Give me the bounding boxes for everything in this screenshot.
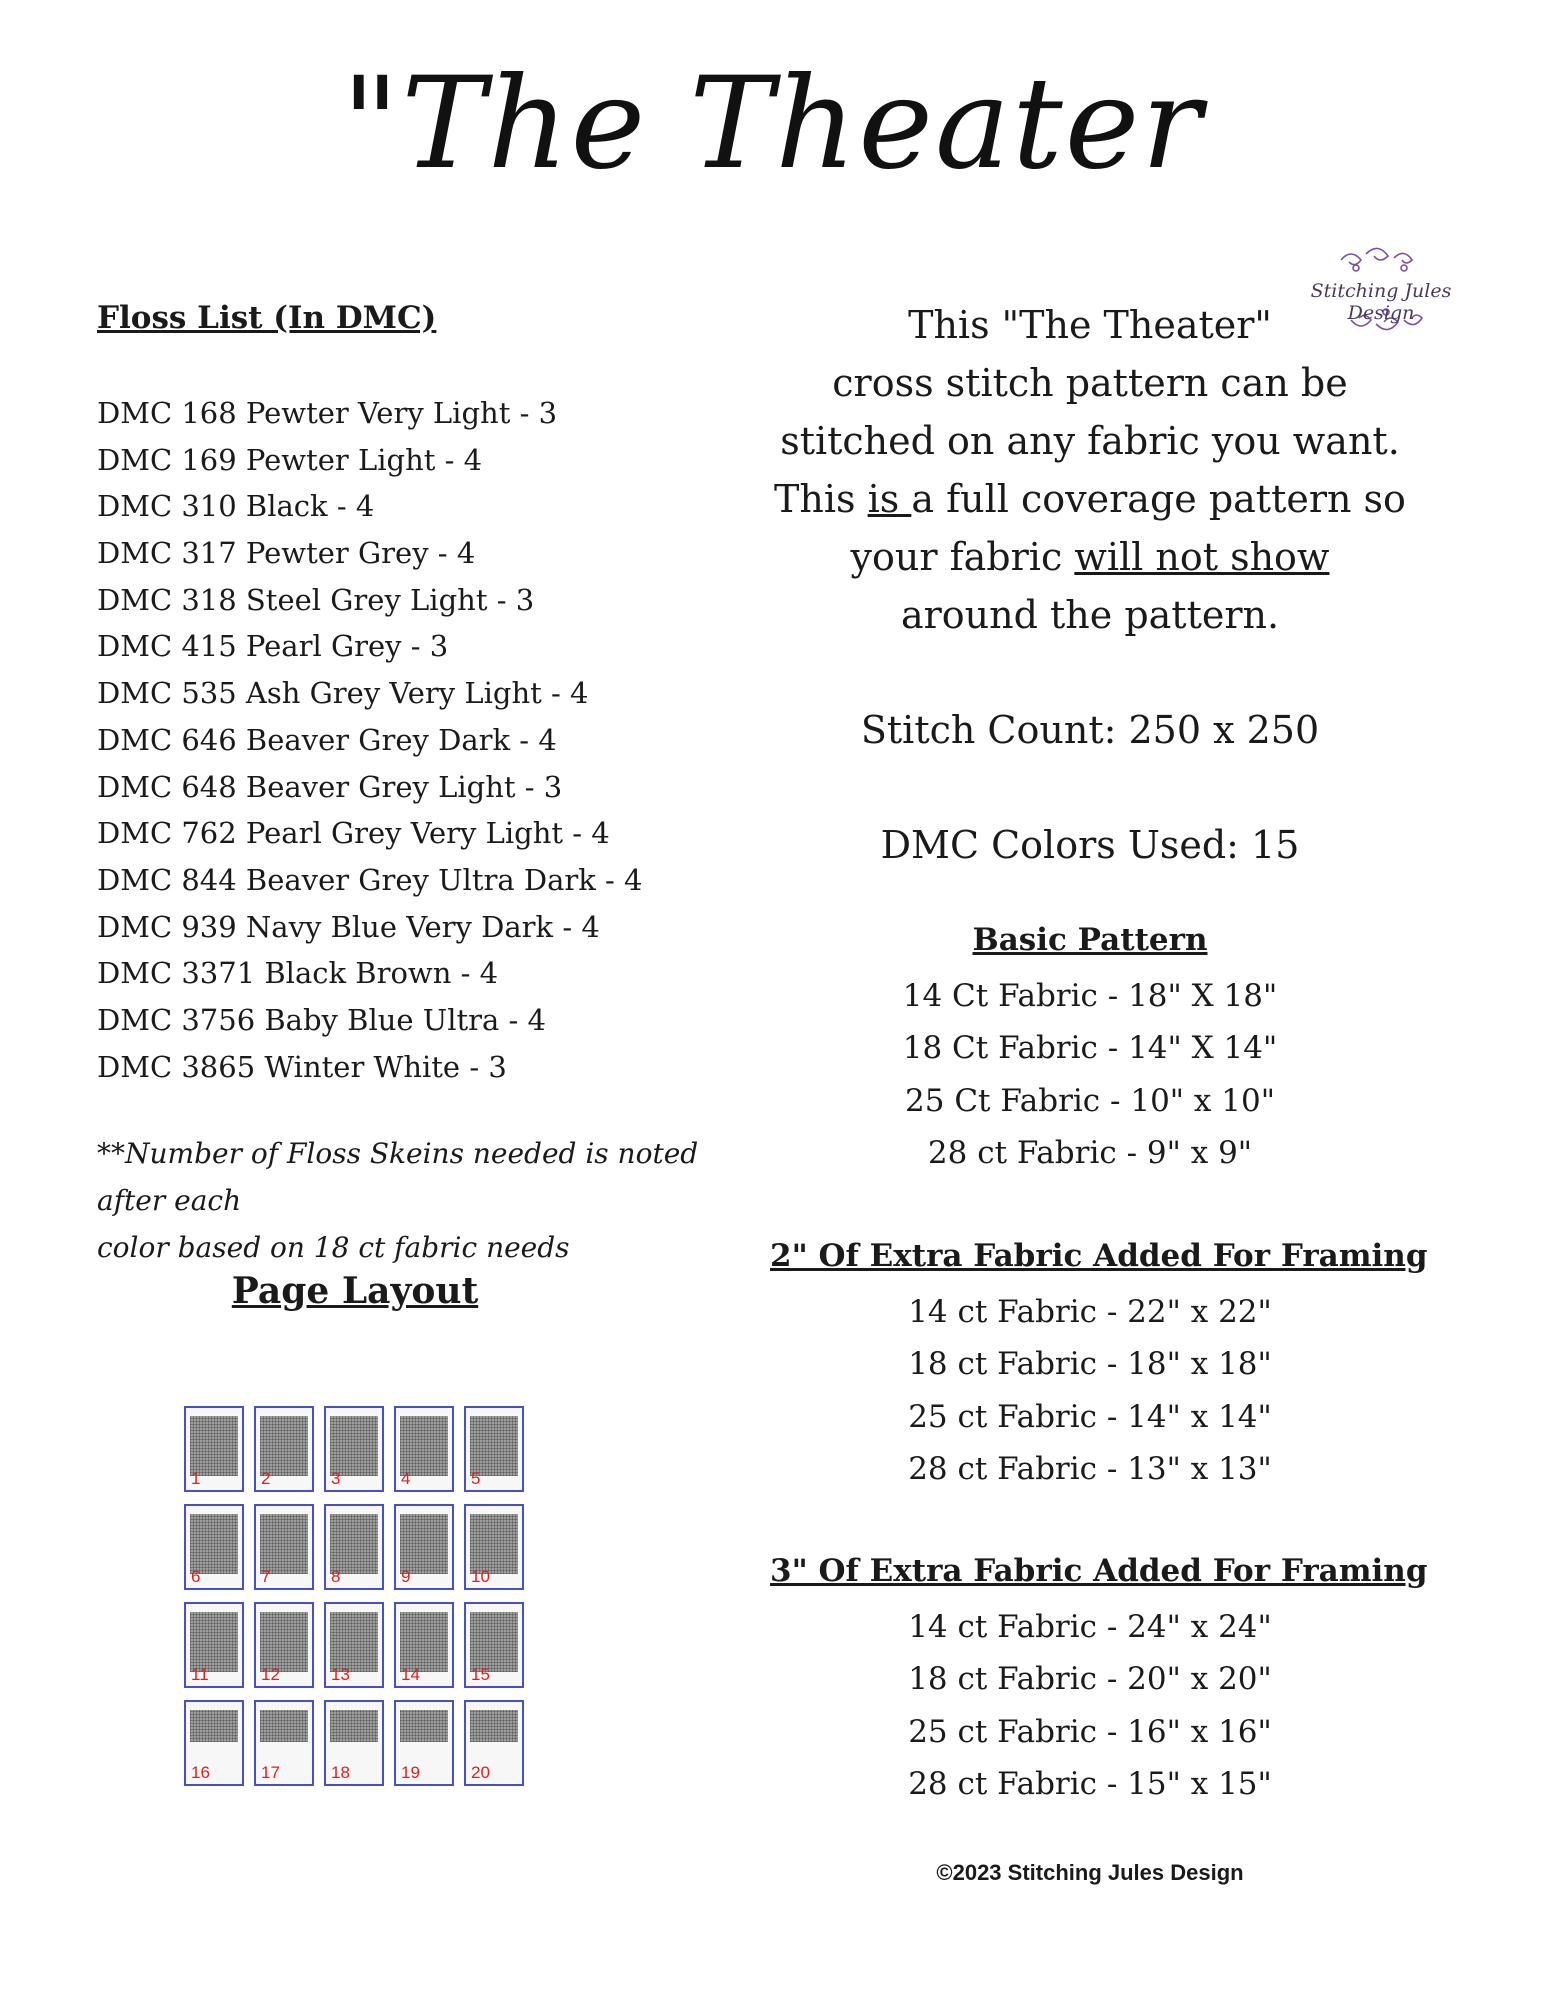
page-thumbnail bbox=[324, 1504, 384, 1590]
emphasis-text: is bbox=[867, 477, 912, 521]
page-thumbnail bbox=[394, 1602, 454, 1688]
list-item: 14 ct Fabric - 24" x 24" bbox=[908, 1609, 1272, 1645]
page-thumbnail bbox=[464, 1504, 524, 1590]
intro-line: cross stitch pattern can be bbox=[832, 361, 1348, 405]
page-number: 16 bbox=[191, 1763, 210, 1782]
page-thumbnail bbox=[394, 1504, 454, 1590]
pattern-preview bbox=[470, 1416, 518, 1476]
page-thumbnail bbox=[184, 1602, 244, 1688]
logo-text: Stitching Jules Design bbox=[1310, 280, 1452, 324]
pattern-preview bbox=[260, 1416, 308, 1476]
extra-3in-list bbox=[770, 1601, 1410, 1810]
page-number: 3 bbox=[331, 1469, 341, 1488]
list-item: 14 Ct Fabric - 18" X 18" bbox=[902, 978, 1278, 1014]
extra-2in-list bbox=[770, 1286, 1410, 1495]
list-item: DMC 535 Ash Grey Very Light - 4 bbox=[97, 676, 589, 711]
page-thumbnail bbox=[324, 1602, 384, 1688]
intro-line: This "The Theater" bbox=[908, 303, 1272, 347]
intro-text-part: your fabric bbox=[850, 535, 1075, 579]
list-item: DMC 3371 Black Brown - 4 bbox=[97, 956, 499, 991]
pattern-preview bbox=[400, 1514, 448, 1574]
extra-3in-heading: 3" Of Extra Fabric Added For Framing bbox=[770, 1553, 1428, 1589]
pattern-preview bbox=[190, 1710, 238, 1742]
page-thumbnail bbox=[184, 1700, 244, 1786]
page-thumbnail bbox=[254, 1602, 314, 1688]
list-item: DMC 762 Pearl Grey Very Light - 4 bbox=[97, 816, 610, 851]
pattern-preview bbox=[400, 1710, 448, 1742]
list-item: DMC 844 Beaver Grey Ultra Dark - 4 bbox=[97, 862, 643, 897]
intro-line: stitched on any fabric you want. bbox=[780, 419, 1400, 463]
list-item: DMC 317 Pewter Grey - 4 bbox=[97, 536, 476, 571]
pattern-preview bbox=[260, 1710, 308, 1742]
list-item: DMC 169 Pewter Light - 4 bbox=[97, 442, 483, 477]
page-thumbnail bbox=[464, 1602, 524, 1688]
copyright-footer: ©2023 Stitching Jules Design bbox=[936, 1860, 1244, 1885]
pattern-preview bbox=[330, 1416, 378, 1476]
list-item: DMC 646 Beaver Grey Dark - 4 bbox=[97, 722, 557, 757]
page-number: 10 bbox=[471, 1567, 490, 1586]
pattern-preview bbox=[470, 1514, 518, 1574]
list-item: 18 Ct Fabric - 14" X 14" bbox=[902, 1030, 1278, 1067]
page-number: 4 bbox=[401, 1469, 411, 1488]
list-item: 28 ct Fabric - 13" x 13" bbox=[908, 1450, 1272, 1487]
page-thumbnail bbox=[394, 1700, 454, 1786]
intro-text-part: a full coverage pattern so bbox=[911, 477, 1406, 521]
page-number: 20 bbox=[471, 1763, 490, 1782]
page-thumbnail bbox=[464, 1700, 524, 1786]
page-number: 11 bbox=[191, 1665, 209, 1684]
page-thumbnail bbox=[254, 1406, 314, 1492]
page-number: 6 bbox=[191, 1567, 201, 1586]
floss-list bbox=[97, 390, 643, 1090]
list-item: 25 ct Fabric - 16" x 16" bbox=[908, 1713, 1272, 1750]
list-item: 18 ct Fabric - 18" x 18" bbox=[908, 1346, 1272, 1383]
list-item: DMC 168 Pewter Very Light - 3 bbox=[97, 396, 558, 430]
stitch-count: Stitch Count: 250 x 250 bbox=[860, 708, 1320, 752]
pattern-preview bbox=[260, 1514, 308, 1574]
page-thumbnail bbox=[324, 1406, 384, 1492]
page-number: 14 bbox=[401, 1665, 420, 1684]
pattern-preview bbox=[470, 1710, 518, 1742]
pattern-preview bbox=[190, 1612, 238, 1672]
list-item: DMC 318 Steel Grey Light - 3 bbox=[97, 582, 535, 617]
pattern-preview bbox=[330, 1710, 378, 1742]
page-number: 18 bbox=[331, 1763, 350, 1782]
pattern-preview bbox=[400, 1416, 448, 1476]
page-number: 17 bbox=[261, 1763, 280, 1782]
list-item: 14 ct Fabric - 22" x 22" bbox=[908, 1294, 1272, 1330]
list-item: DMC 939 Navy Blue Very Dark - 4 bbox=[97, 909, 600, 944]
list-item: 18 ct Fabric - 20" x 20" bbox=[908, 1661, 1272, 1698]
pattern-preview bbox=[470, 1612, 518, 1672]
floss-list-heading: Floss List (In DMC) bbox=[97, 300, 437, 336]
pattern-preview bbox=[190, 1514, 238, 1574]
pattern-preview bbox=[330, 1612, 378, 1672]
extra-2in-heading: 2" Of Extra Fabric Added For Framing bbox=[770, 1238, 1428, 1274]
page-thumbnail bbox=[184, 1504, 244, 1590]
page-thumbnail bbox=[254, 1700, 314, 1786]
list-item: 28 ct Fabric - 15" x 15" bbox=[908, 1765, 1272, 1802]
emphasis-text: will not show bbox=[1074, 535, 1330, 579]
note-line: color based on 18 ct fabric needs bbox=[97, 1231, 570, 1264]
list-item: DMC 310 Black - 4 bbox=[97, 489, 375, 524]
page-layout-grid bbox=[184, 1406, 534, 1796]
list-item: 25 ct Fabric - 14" x 14" bbox=[908, 1398, 1272, 1435]
list-item: 28 ct Fabric - 9" x 9" bbox=[927, 1134, 1253, 1171]
page-number: 9 bbox=[401, 1567, 411, 1586]
intro-text-part: This bbox=[774, 477, 868, 521]
page-number: 7 bbox=[261, 1567, 271, 1586]
page-number: 2 bbox=[261, 1469, 271, 1488]
list-item: DMC 415 Pearl Grey - 3 bbox=[97, 629, 449, 664]
page-thumbnail bbox=[394, 1406, 454, 1492]
page-number: 5 bbox=[471, 1469, 481, 1488]
page-number: 1 bbox=[191, 1469, 201, 1488]
page-thumbnail bbox=[254, 1504, 314, 1590]
page-thumbnail bbox=[464, 1406, 524, 1492]
basic-pattern-heading: Basic Pattern bbox=[972, 922, 1208, 958]
intro-line: around the pattern. bbox=[900, 593, 1280, 637]
page-number: 19 bbox=[401, 1763, 420, 1782]
list-item: DMC 3756 Baby Blue Ultra - 4 bbox=[97, 1002, 546, 1037]
colors-used: DMC Colors Used: 15 bbox=[880, 823, 1300, 867]
note-line: **Number of Floss Skeins needed is noted after each bbox=[97, 1137, 699, 1217]
page-number: 15 bbox=[471, 1665, 490, 1684]
page-number: 12 bbox=[261, 1665, 280, 1684]
intro-line bbox=[770, 470, 1410, 528]
pattern-preview bbox=[330, 1514, 378, 1574]
page-title: "The Theater bbox=[341, 50, 1204, 197]
basic-pattern-list bbox=[770, 970, 1410, 1179]
list-item: 25 Ct Fabric - 10" x 10" bbox=[905, 1082, 1275, 1119]
list-item: DMC 3865 Winter White - 3 bbox=[97, 1049, 507, 1084]
pattern-preview bbox=[400, 1612, 448, 1672]
intro-line bbox=[770, 528, 1410, 586]
list-item: DMC 648 Beaver Grey Light - 3 bbox=[97, 769, 563, 804]
floss-note bbox=[97, 1130, 757, 1271]
page-layout-heading: Page Layout bbox=[231, 1270, 479, 1312]
page-thumbnail bbox=[324, 1700, 384, 1786]
page-thumbnail bbox=[184, 1406, 244, 1492]
intro-text bbox=[770, 296, 1410, 644]
page-number: 13 bbox=[331, 1665, 350, 1684]
pattern-preview bbox=[260, 1612, 308, 1672]
page-number: 8 bbox=[331, 1567, 341, 1586]
pattern-preview bbox=[190, 1416, 238, 1476]
